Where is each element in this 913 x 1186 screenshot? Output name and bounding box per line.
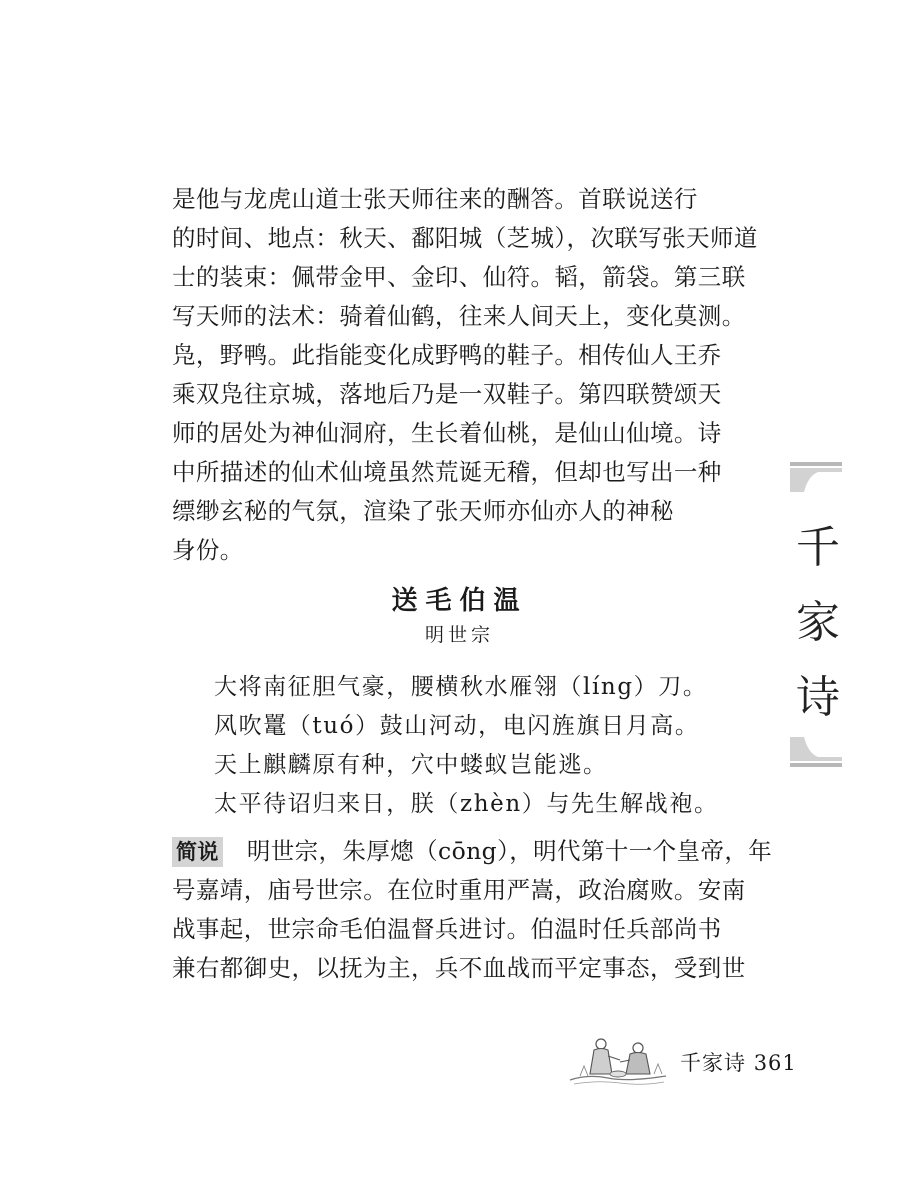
side-tab-char: 千 bbox=[796, 522, 840, 573]
footer-book-title: 千家诗 bbox=[680, 1051, 746, 1075]
footer bbox=[680, 1049, 797, 1077]
poem-line: 大将南征胆气豪，腰横秋水雁翎（líng）刀。 bbox=[214, 674, 708, 700]
page-number: 361 bbox=[753, 1051, 797, 1075]
intro-paragraph bbox=[172, 180, 758, 570]
intro-line: 身份。 bbox=[172, 536, 244, 564]
poem-title: 送毛伯温 bbox=[391, 586, 528, 616]
bracket-bottom-icon bbox=[790, 733, 842, 767]
commentary-line: 号嘉靖，庙号世宗。在位时重用严嵩，政治腐败。安南 bbox=[172, 876, 746, 904]
intro-line: 中所描述的仙术仙境虽然荒诞无稽，但却也写出一种 bbox=[172, 458, 722, 486]
poem-body bbox=[172, 668, 747, 824]
poem-line: 天上麒麟原有种，穴中蝼蚁岂能逃。 bbox=[214, 752, 608, 778]
intro-line: 凫，野鸭。此指能变化成野鸭的鞋子。相传仙人王乔 bbox=[172, 341, 722, 369]
intro-line: 士的装束：佩带金甲、金印、仙符。韬，箭袋。第三联 bbox=[172, 263, 746, 291]
side-tab-char: 家 bbox=[796, 597, 840, 648]
commentary-text: 明世宗，朱厚熜（cōng），明代第十一个皇帝，年 bbox=[246, 837, 773, 865]
commentary-line: 兼右都御史，以抚为主，兵不血战而平定事态，受到世 bbox=[172, 954, 746, 982]
intro-line: 师的居处为神仙洞府，生长着仙桃，是仙山仙境。诗 bbox=[172, 419, 722, 447]
intro-line: 写天师的法术：骑着仙鹤，往来人间天上，变化莫测。 bbox=[172, 302, 746, 330]
intro-line: 缥缈玄秘的气氛，渲染了张天师亦仙亦人的神秘 bbox=[172, 497, 674, 525]
commentary bbox=[172, 832, 773, 988]
bracket-top-icon bbox=[790, 462, 842, 496]
poem-line: 太平待诏归来日，朕（zhèn）与先生解战袍。 bbox=[214, 791, 719, 817]
poem-author: 明世宗 bbox=[424, 624, 494, 646]
poem-line: 风吹鼍（tuó）鼓山河动，电闪旌旗日月高。 bbox=[214, 713, 700, 739]
side-tab-char: 诗 bbox=[796, 672, 840, 723]
side-tab-title bbox=[796, 510, 842, 735]
side-tab bbox=[790, 462, 842, 767]
page-body bbox=[172, 180, 773, 988]
intro-line: 是他与龙虎山道士张天师往来的酬答。首联说送行 bbox=[172, 185, 698, 213]
intro-line: 乘双凫往京城，落地后乃是一双鞋子。第四联赞颂天 bbox=[172, 380, 722, 408]
scholars-illustration-icon bbox=[568, 1030, 668, 1086]
commentary-line: 战事起，世宗命毛伯温督兵进讨。伯温时任兵部尚书 bbox=[172, 915, 722, 943]
commentary-first-line bbox=[172, 832, 773, 871]
intro-line: 的时间、地点：秋天、鄱阳城（芝城），次联写张天师道 bbox=[172, 224, 758, 252]
commentary-label: 简说 bbox=[172, 837, 223, 867]
